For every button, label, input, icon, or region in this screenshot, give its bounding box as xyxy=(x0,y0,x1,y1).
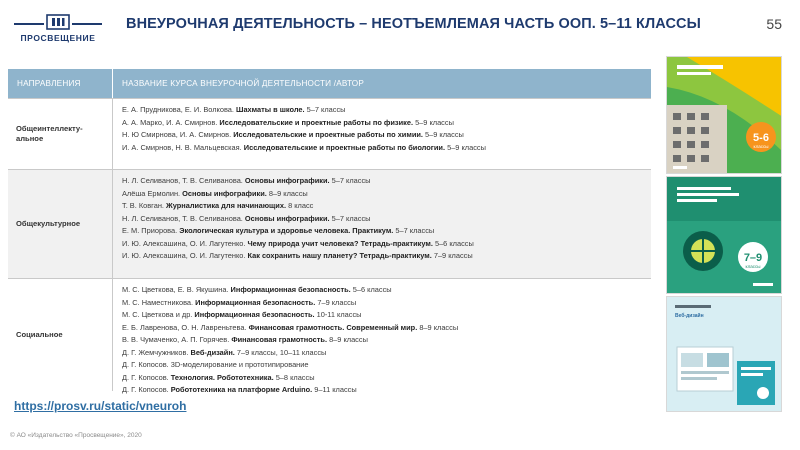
course-line: Е. М. Приорова. Экологическая культура и здоровье человека. Практикум. 5–7 классы xyxy=(122,226,435,235)
logo-line-right xyxy=(72,23,102,25)
course-list xyxy=(113,99,651,169)
logo-text: ПРОСВЕЩЕНИЕ xyxy=(20,33,96,43)
course-list xyxy=(113,279,651,394)
courses-table xyxy=(8,69,651,392)
course-line: М. С. Наместникова. Информационная безопасность. 7–9 классы xyxy=(122,297,357,307)
course-line: В. В. Чумаченко, А. П. Горячев. Финансовая грамотность. 8–9 классы xyxy=(122,335,368,344)
book-cover-webdesign[interactable] xyxy=(666,296,782,412)
slide-number: 55 xyxy=(766,16,782,32)
course-line: Д. Г. Жемчужников. Веб-дизайн. 7–9 классы, 10–11 классы xyxy=(122,347,327,357)
course-line: Н. Л. Селиванов, Т. В. Селиванова. Основы инфографики. 5–7 классы xyxy=(122,176,371,185)
cover-title-label: Веб-дизайн xyxy=(675,313,704,319)
course-line: Т. В. Ковган. Журналистика для начинающих. 8 класс xyxy=(122,201,314,210)
cover-grade-label: 7–9 xyxy=(743,252,763,264)
course-line: Н. Л. Селиванов, Т. В. Селиванова. Основы инфографики. 5–7 классы xyxy=(122,213,371,223)
security-cover-image xyxy=(667,177,782,294)
course-line: М. С. Цветкова, Е. В. Якушина. Информационная безопасность. 5–6 классы xyxy=(122,285,392,294)
course-line: Д. Г. Копосов. Технология. Робототехника. 5–8 классы xyxy=(122,372,315,382)
cover-grade-unit: классы xyxy=(745,264,761,269)
row-category: Социальное xyxy=(8,279,113,391)
cover-grade-unit: классы xyxy=(753,144,769,149)
cover-grade-label: 5-6 xyxy=(753,132,769,144)
copyright-text: © АО «Издательство «Просвещение», 2020 xyxy=(10,432,142,439)
logo-emblem-icon xyxy=(46,14,70,30)
book-cover-security[interactable] xyxy=(666,176,782,294)
table-row xyxy=(8,278,651,394)
course-line: И. Ю. Алексашина, О. И. Лагутенко. Как сохранить нашу планету? Тетрадь-практикум. 7–9 классы xyxy=(122,251,473,260)
course-line: Е. Б. Лавренова, О. Н. Лавреньтева. Финансовая грамотность. Современный мир. 8–9 классы xyxy=(122,322,459,332)
slide-title: ВНЕУРОЧНАЯ ДЕЯТЕЛЬНОСТЬ – НЕОТЪЕМЛЕМАЯ ЧАСТЬ ООП. 5–11 КЛАССЫ xyxy=(126,16,701,32)
course-line: Алёша Ермолин. Основы инфографики. 8–9 классы xyxy=(122,188,308,198)
course-line: Н. Ю Смирнова, И. А. Смирнов. Исследовательские и проектные работы по химии. 5–9 классы xyxy=(122,130,464,139)
course-line: Е. А. Прудникова, Е. И. Волкова. Шахматы в школе. 5–7 классы xyxy=(122,105,346,114)
table-row xyxy=(8,98,651,169)
course-line: И. А. Смирнов, Н. В. Мальцевская. Исследовательские и проектные работы по биологии. 5–9 классы xyxy=(122,142,486,152)
publisher-logo xyxy=(14,14,102,46)
course-line: М. С. Цветкова и др. Информационная безопасность. 10-11 классы xyxy=(122,310,362,319)
row-category: Общеинтеллекту-альное xyxy=(8,99,113,169)
course-line: И. Ю. Алексашина, О. И. Лагутенко. Чему природа учит человека? Тетрадь-практикум. 5–6 классы xyxy=(122,238,474,248)
resource-link[interactable]: https://prosv.ru/static/vneuroh xyxy=(14,399,187,413)
table-row xyxy=(8,169,651,278)
header-course-author: НАЗВАНИЕ КУРСА ВНЕУРОЧНОЙ ДЕЯТЕЛЬНОСТИ /АВТОР xyxy=(122,79,365,88)
course-line: Д. Г. Копосов. Робототехника на платформе Arduino. 9–11 классы xyxy=(122,385,357,394)
logo-line-left xyxy=(14,23,44,25)
course-list xyxy=(113,170,651,278)
course-line: Д. Г. Копосов. 3D-моделирование и прототипирование xyxy=(122,360,309,369)
row-category: Общекультурное xyxy=(8,170,113,278)
webdesign-cover-image xyxy=(667,297,782,412)
table-header xyxy=(8,69,651,98)
nature-cover-image xyxy=(667,57,782,174)
course-line: А. А. Марко, И. А. Смирнов. Исследовательские и проектные работы по физике. 5–9 классы xyxy=(122,117,454,127)
book-cover-nature[interactable] xyxy=(666,56,782,174)
header-directions: НАПРАВЛЕНИЯ xyxy=(8,69,113,98)
